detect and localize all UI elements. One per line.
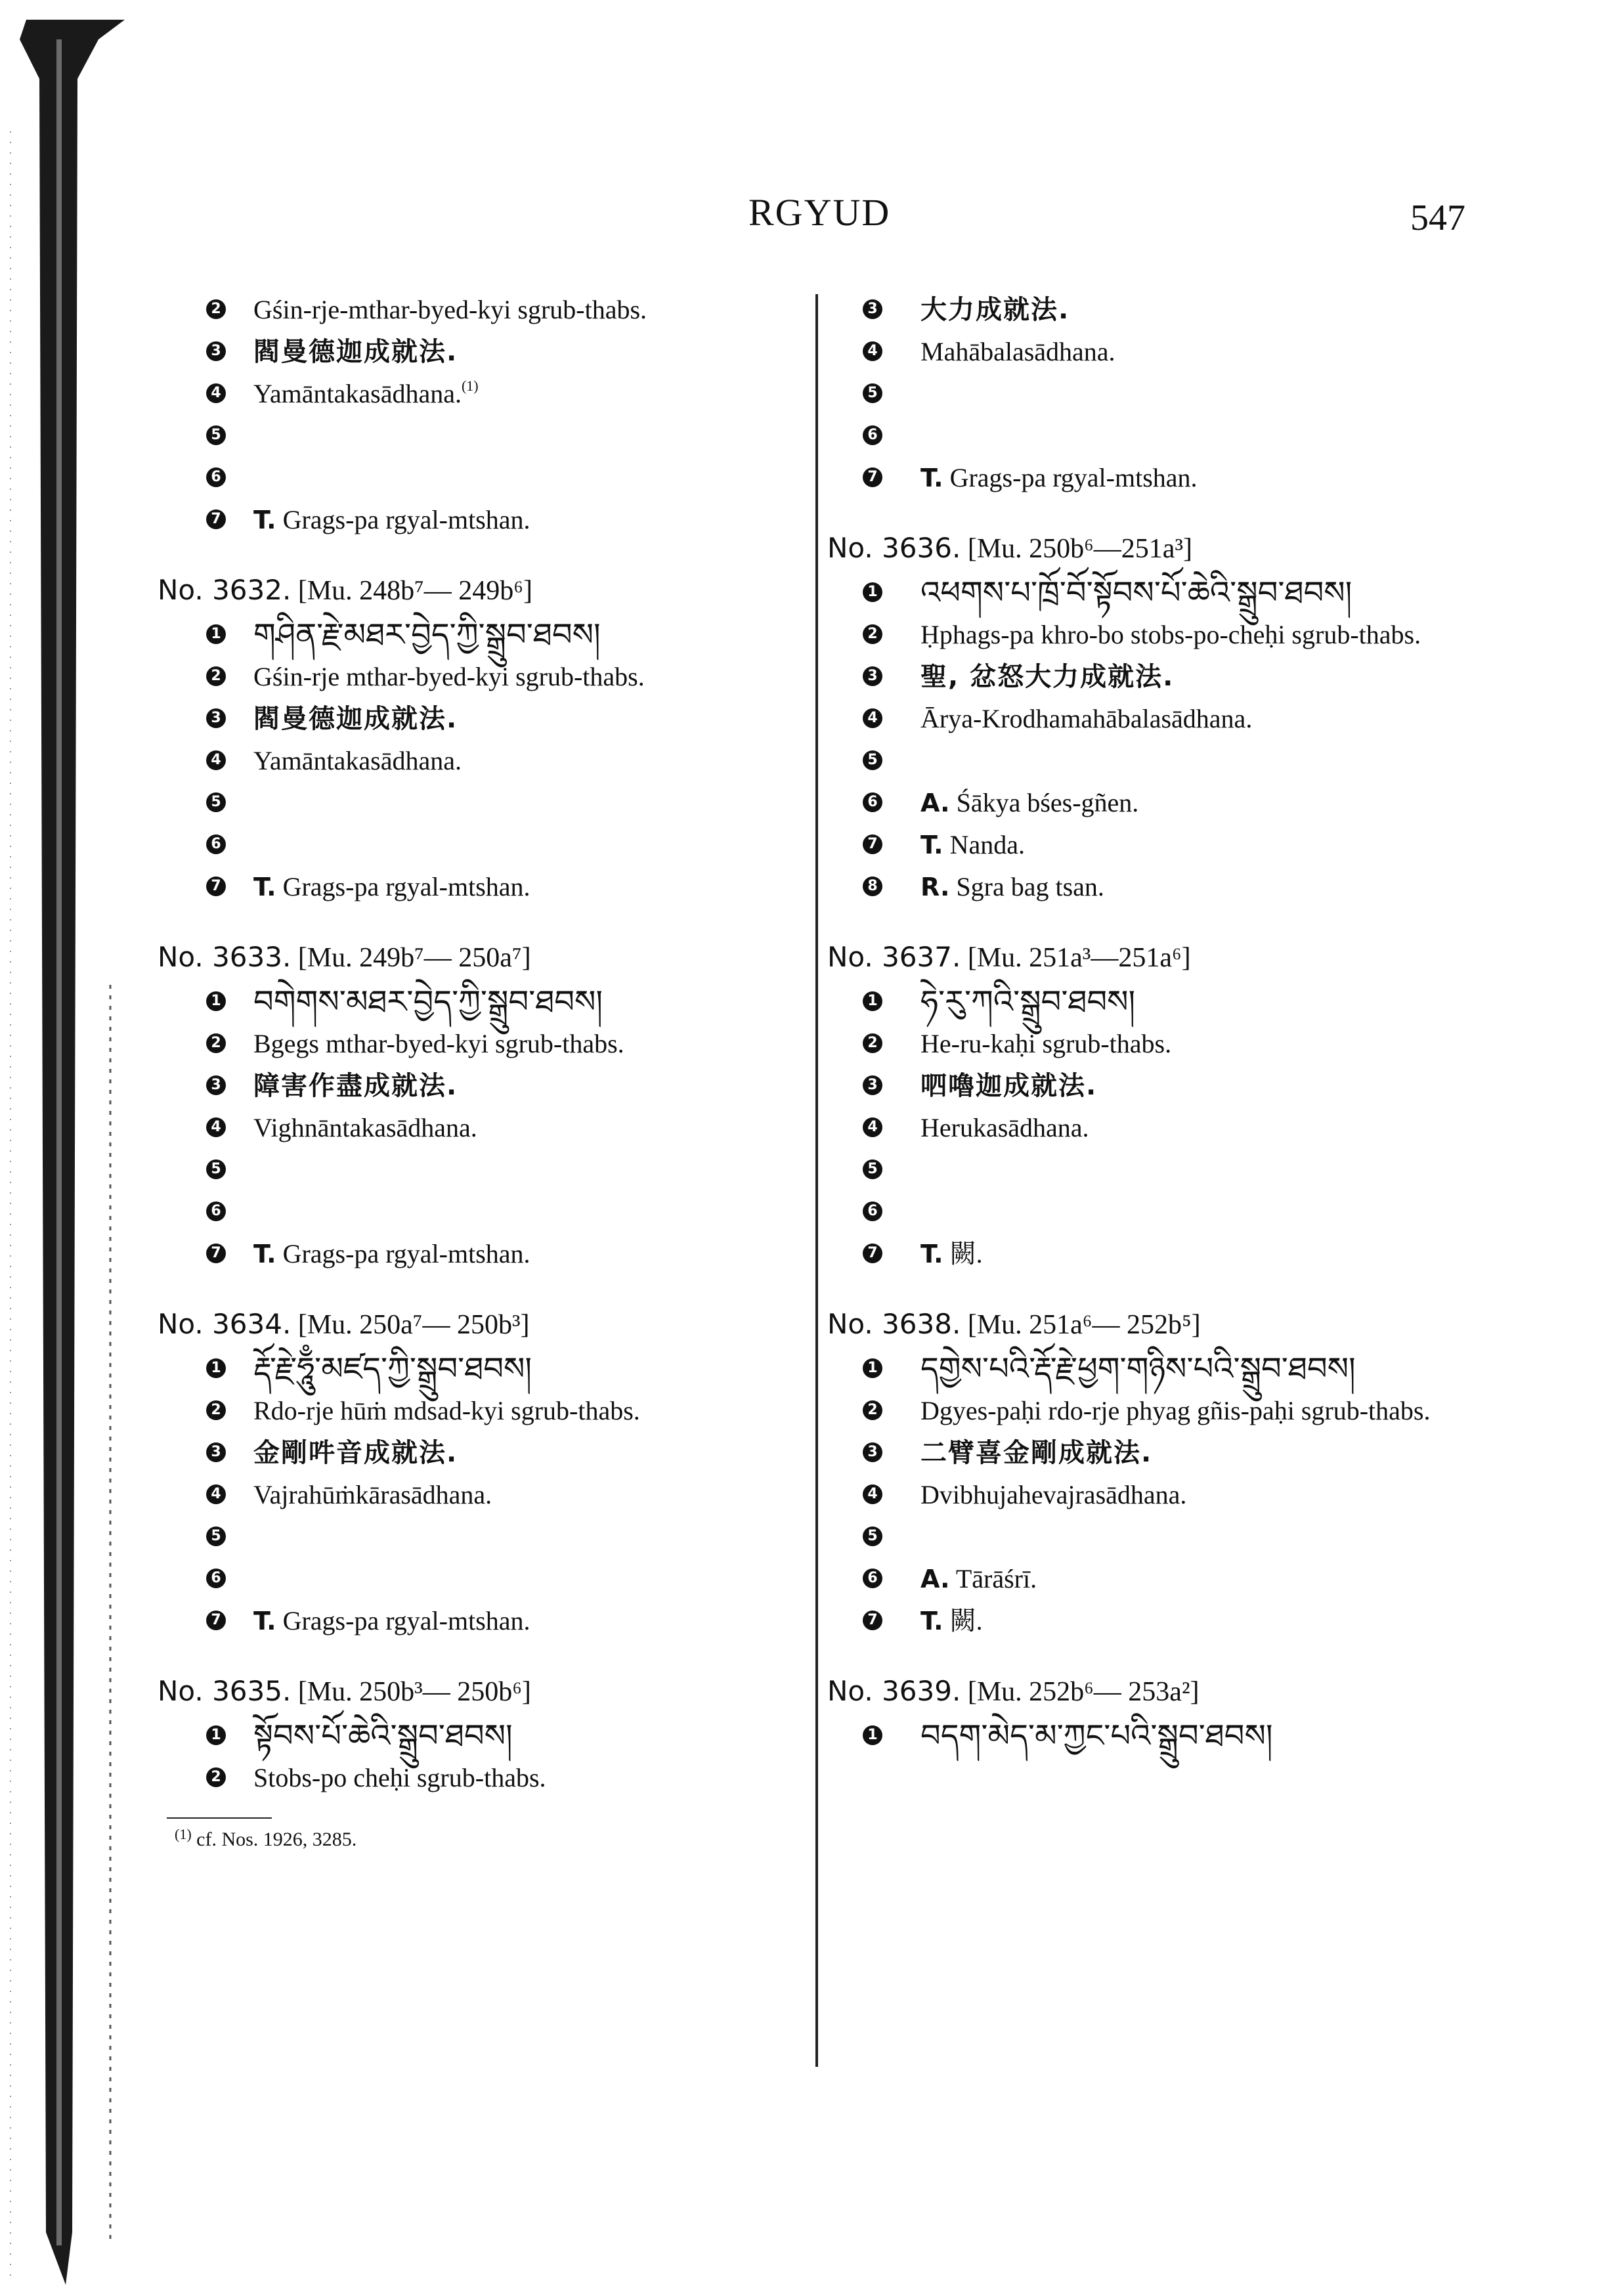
field-text (253, 656, 801, 698)
tibetan-title (253, 981, 801, 1023)
entry-field (158, 740, 801, 782)
folio-reference: [Mu. 252b⁶— 253a²] (967, 1677, 1200, 1707)
field-marker: 2 (863, 1033, 882, 1053)
footnote-number: (1) (175, 1826, 192, 1842)
field-marker: 1 (206, 624, 226, 644)
entry-field (158, 1023, 801, 1065)
field-text (920, 824, 1471, 866)
field-value: Dgyes-paḥi rdo-rje phyag gñis-paḥi sgrub-thabs. (920, 1396, 1431, 1425)
field-marker: 3 (206, 341, 226, 361)
entry-field (827, 289, 1471, 331)
footnote (175, 1825, 801, 1855)
column-divider (815, 294, 818, 2067)
field-marker: 3 (863, 1442, 882, 1462)
field-value: བདག་མེད་མ་ཀྱང་པའི་སྒྲུབ་ཐབས། (920, 1718, 1273, 1754)
chinese-title (253, 1432, 801, 1474)
entry-number: No. 3633. (158, 941, 292, 973)
field-marker: 6 (863, 1202, 882, 1221)
field-value: Bgegs mthar-byed-kyi sgrub-thabs. (253, 1029, 624, 1058)
chinese-title (920, 656, 1471, 698)
entry-field (827, 373, 1471, 415)
field-text (920, 782, 1471, 824)
folio-reference: [Mu. 251a³—251a⁶] (967, 943, 1191, 973)
field-marker: 6 (206, 834, 226, 854)
field-marker: 7 (863, 1611, 882, 1630)
field-marker: 2 (206, 1767, 226, 1787)
field-value: Ārya-Krodhamahābalasādhana. (920, 704, 1253, 733)
field-marker: 2 (206, 299, 226, 319)
role-label: T. (920, 1607, 943, 1635)
entry-field (827, 1233, 1471, 1275)
role-label: T. (920, 831, 943, 859)
field-marker: 4 (206, 1484, 226, 1504)
role-label: T. (253, 1240, 276, 1268)
entry-field (158, 1107, 801, 1149)
field-text (253, 289, 801, 331)
field-marker: 2 (863, 624, 882, 644)
entry-field (158, 331, 801, 373)
entry-field (827, 1107, 1471, 1149)
field-marker: 2 (206, 1400, 226, 1420)
entry-heading (827, 1301, 1471, 1348)
field-marker: 6 (206, 1569, 226, 1588)
field-value: Ḥphags-pa khro-bo stobs-po-cheḥi sgrub-thabs. (920, 620, 1421, 649)
field-value: རྡོ་རྗེ་ཧཱུྃ་མཛད་ཀྱི་སྒྲུབ་ཐབས། (253, 1351, 532, 1387)
field-text (253, 866, 801, 908)
field-marker: 1 (863, 1725, 882, 1745)
entry-field (827, 866, 1471, 908)
field-text (920, 866, 1471, 908)
field-text (920, 1600, 1471, 1642)
entry-field (827, 1715, 1471, 1757)
field-marker: 5 (863, 383, 882, 403)
entry-field (158, 373, 801, 415)
footnote-text: cf. Nos. 1926, 3285. (196, 1829, 357, 1850)
field-text (920, 614, 1471, 656)
field-value: Rdo-rje hūṁ mdsad-kyi sgrub-thabs. (253, 1396, 640, 1425)
field-text (920, 1023, 1471, 1065)
field-value: བགེགས་མཐར་བྱེད་ཀྱི་སྒྲུབ་ཐབས། (253, 984, 603, 1020)
field-value: Yamāntakasādhana. (253, 746, 462, 775)
entry-field (158, 289, 801, 331)
field-value: སྟོབས་པོ་ཆེའི་སྒྲུབ་ཐབས། (253, 1718, 513, 1754)
field-marker: 5 (863, 1159, 882, 1179)
entry-field (827, 782, 1471, 824)
field-text (253, 1757, 801, 1799)
entry-field (827, 331, 1471, 373)
entry-field (158, 698, 801, 740)
entry-field (158, 1149, 801, 1191)
field-marker: 6 (206, 1202, 226, 1221)
entry-field (158, 782, 801, 824)
entry-field (158, 1233, 801, 1275)
entry-field (827, 1516, 1471, 1558)
field-marker: 4 (206, 383, 226, 403)
field-text (920, 1107, 1471, 1149)
field-value: 二臂喜金剛成就法. (920, 1438, 1153, 1468)
entry-heading (827, 525, 1471, 572)
field-marker: 1 (863, 991, 882, 1011)
chinese-title (920, 289, 1471, 331)
field-value: Dvibhujahevajrasādhana. (920, 1480, 1187, 1509)
field-value: Vighnāntakasādhana. (253, 1113, 477, 1142)
role-label: T. (253, 506, 276, 534)
entry-number: No. 3634. (158, 1308, 292, 1340)
entry-field (827, 572, 1471, 614)
field-marker: 3 (206, 1442, 226, 1462)
footnote-marker: (1) (461, 378, 479, 394)
entry-heading (158, 567, 801, 614)
entry-field (158, 1757, 801, 1799)
field-text (920, 1233, 1471, 1275)
folio-reference: [Mu. 248b⁷— 249b⁶] (297, 576, 532, 606)
field-marker: 7 (206, 509, 226, 529)
tibetan-title (253, 1715, 801, 1757)
entry-number: No. 3637. (827, 941, 961, 973)
tibetan-title (920, 1348, 1471, 1390)
field-marker: 1 (863, 582, 882, 602)
role-label: A. (920, 789, 950, 817)
field-marker: 3 (206, 1075, 226, 1095)
entry-field (827, 614, 1471, 656)
field-marker: 1 (863, 1358, 882, 1378)
field-marker: 5 (206, 792, 226, 812)
entry-field (827, 698, 1471, 740)
entry-field (827, 1600, 1471, 1642)
field-marker: 7 (206, 1244, 226, 1263)
left-column (158, 289, 801, 1855)
field-marker: 5 (206, 1527, 226, 1546)
chinese-title (253, 1065, 801, 1107)
chinese-title (920, 1065, 1471, 1107)
entry-field (158, 656, 801, 698)
field-value: 閻曼德迦成就法. (253, 704, 458, 734)
entry-field (158, 1191, 801, 1233)
tibetan-title (253, 614, 801, 656)
field-marker: 7 (863, 467, 882, 487)
field-value: Sgra bag tsan. (956, 872, 1104, 901)
entry-field (827, 1432, 1471, 1474)
field-value: 金剛吽音成就法. (253, 1438, 458, 1468)
entry-field (158, 981, 801, 1023)
entry-field (158, 614, 801, 656)
entry-number: No. 3632. (158, 574, 292, 606)
field-text (253, 499, 801, 541)
field-marker: 6 (206, 467, 226, 487)
field-value: Herukasādhana. (920, 1113, 1089, 1142)
entry-field (827, 1065, 1471, 1107)
field-marker: 5 (863, 1527, 882, 1546)
field-value: Vajrahūṁkārasādhana. (253, 1480, 492, 1509)
field-text (920, 331, 1471, 373)
field-marker: 6 (863, 425, 882, 445)
field-text (253, 1023, 801, 1065)
entry-field (158, 1432, 801, 1474)
field-value: Śākya bśes-gñen. (956, 788, 1139, 817)
field-marker: 4 (863, 708, 882, 728)
field-marker: 1 (206, 1358, 226, 1378)
entry-field (827, 415, 1471, 457)
field-text (253, 1233, 801, 1275)
entry-field (158, 866, 801, 908)
field-text (253, 1600, 801, 1642)
field-value: 呬嚕迦成就法. (920, 1071, 1098, 1101)
entry-field (827, 1474, 1471, 1516)
tibetan-title (920, 572, 1471, 614)
field-value: Nanda. (949, 830, 1025, 859)
field-text (920, 1558, 1471, 1600)
binding-edge (0, 0, 138, 2296)
entry-field (158, 1474, 801, 1516)
field-value: Stobs-po cheḥi sgrub-thabs. (253, 1763, 546, 1792)
chinese-title (920, 1432, 1471, 1474)
entry-field (158, 415, 801, 457)
field-text (253, 740, 801, 782)
tibetan-title (253, 1348, 801, 1390)
field-marker: 5 (206, 1159, 226, 1179)
field-text (253, 1107, 801, 1149)
field-value: Grags-pa rgyal-mtshan. (282, 505, 530, 534)
role-label: T. (253, 1607, 276, 1635)
field-text (920, 1474, 1471, 1516)
field-marker: 4 (863, 1484, 882, 1504)
entry-field (158, 499, 801, 541)
field-value: 障害作盡成就法. (253, 1071, 458, 1101)
field-value: Grags-pa rgyal-mtshan. (282, 872, 530, 901)
entry-field (827, 1558, 1471, 1600)
field-value: དགྱེས་པའི་རྡོ་རྗེ་ཕྱག་གཉིས་པའི་སྒྲུབ་ཐབས། (920, 1351, 1356, 1387)
entry-field (827, 740, 1471, 782)
field-text (920, 457, 1471, 499)
field-value: Tārāśrī. (955, 1564, 1037, 1593)
entry-number: No. 3638. (827, 1308, 961, 1340)
field-value: གཤིན་རྗེ་མཐར་བྱེད་ཀྱི་སྒྲུབ་ཐབས། (253, 617, 601, 653)
entry-field (158, 1558, 801, 1600)
field-marker: 2 (206, 666, 226, 686)
field-value: ཧེ་རུ་ཀའི་སྒྲུབ་ཐབས། (920, 984, 1136, 1020)
field-value: འཕགས་པ་ཁྲོ་བོ་སྟོབས་པོ་ཆེའི་སྒྲུབ་ཐབས། (920, 574, 1352, 611)
entry-number: No. 3636. (827, 532, 961, 564)
entry-heading (827, 934, 1471, 981)
field-marker: 4 (863, 1117, 882, 1137)
entry-field (158, 1516, 801, 1558)
field-value: 閻曼德迦成就法. (253, 337, 458, 367)
field-marker: 7 (863, 1244, 882, 1263)
chinese-title (253, 331, 801, 373)
entry-field (827, 1149, 1471, 1191)
field-marker: 4 (863, 341, 882, 361)
role-label: T. (253, 873, 276, 901)
entry-heading (827, 1668, 1471, 1715)
field-value: Grags-pa rgyal-mtshan. (282, 1239, 530, 1268)
field-value: Gśin-rje-mthar-byed-kyi sgrub-thabs. (253, 295, 647, 324)
entry-field (827, 1191, 1471, 1233)
field-value: 闕. (949, 1606, 983, 1635)
field-marker: 6 (863, 792, 882, 812)
field-marker: 7 (863, 834, 882, 854)
field-marker: 3 (863, 299, 882, 319)
entry-number: No. 3639. (827, 1675, 961, 1707)
field-text (253, 373, 801, 419)
field-marker: 7 (206, 1611, 226, 1630)
field-value: Mahābalasādhana. (920, 337, 1115, 366)
field-text (253, 1474, 801, 1516)
entry-field (158, 824, 801, 866)
field-marker: 5 (206, 425, 226, 445)
entry-heading (158, 934, 801, 981)
field-text (253, 1390, 801, 1432)
role-label: A. (920, 1565, 950, 1593)
field-text (920, 1390, 1471, 1432)
page-number: 547 (1410, 198, 1465, 238)
field-text (920, 698, 1471, 740)
field-marker: 3 (206, 708, 226, 728)
entry-field (827, 981, 1471, 1023)
field-marker: 6 (863, 1569, 882, 1588)
field-marker: 1 (206, 1725, 226, 1745)
field-marker: 1 (206, 991, 226, 1011)
chinese-title (253, 698, 801, 740)
entry-field (827, 1390, 1471, 1432)
folio-reference: [Mu. 250a⁷— 250b³] (297, 1310, 530, 1340)
field-marker: 3 (863, 666, 882, 686)
folio-reference: [Mu. 250b⁶—251a³] (967, 534, 1193, 564)
entry-field (827, 1348, 1471, 1390)
entry-field (158, 1065, 801, 1107)
entry-heading (158, 1301, 801, 1348)
field-marker: 4 (206, 1117, 226, 1137)
entry-field (158, 1390, 801, 1432)
field-value: Grags-pa rgyal-mtshan. (282, 1606, 530, 1635)
field-value: 聖, 忿怒大力成就法. (920, 662, 1175, 692)
field-marker: 3 (863, 1075, 882, 1095)
entry-field (827, 656, 1471, 698)
entry-field (827, 457, 1471, 499)
entry-field (158, 1715, 801, 1757)
field-marker: 7 (206, 877, 226, 896)
role-label: R. (920, 873, 950, 901)
field-marker: 5 (863, 750, 882, 770)
folio-reference: [Mu. 249b⁷— 250a⁷] (297, 943, 531, 973)
entry-field (158, 457, 801, 499)
role-label: T. (920, 1240, 943, 1268)
tibetan-title (920, 1715, 1471, 1757)
role-label: T. (920, 464, 943, 492)
entry-field (827, 824, 1471, 866)
tibetan-title (920, 981, 1471, 1023)
folio-reference: [Mu. 251a⁶— 252b⁵] (967, 1310, 1201, 1340)
entry-number: No. 3635. (158, 1675, 292, 1707)
folio-reference: [Mu. 250b³— 250b⁶] (297, 1677, 531, 1707)
footnote-rule (167, 1817, 272, 1819)
field-value: 大力成就法. (920, 295, 1070, 325)
field-marker: 8 (863, 877, 882, 896)
entry-field (158, 1348, 801, 1390)
entry-field (827, 1023, 1471, 1065)
running-head: RGYUD (748, 191, 891, 234)
field-marker: 4 (206, 750, 226, 770)
entry-field (158, 1600, 801, 1642)
field-value: Gśin-rje mthar-byed-kyi sgrub-thabs. (253, 662, 645, 691)
field-value: Yamāntakasādhana. (253, 379, 462, 408)
field-value: He-ru-kaḥi sgrub-thabs. (920, 1029, 1172, 1058)
field-marker: 2 (863, 1400, 882, 1420)
field-value: 闕. (949, 1239, 983, 1268)
right-column (827, 289, 1471, 1757)
field-value: Grags-pa rgyal-mtshan. (949, 463, 1198, 492)
field-marker: 2 (206, 1033, 226, 1053)
entry-heading (158, 1668, 801, 1715)
